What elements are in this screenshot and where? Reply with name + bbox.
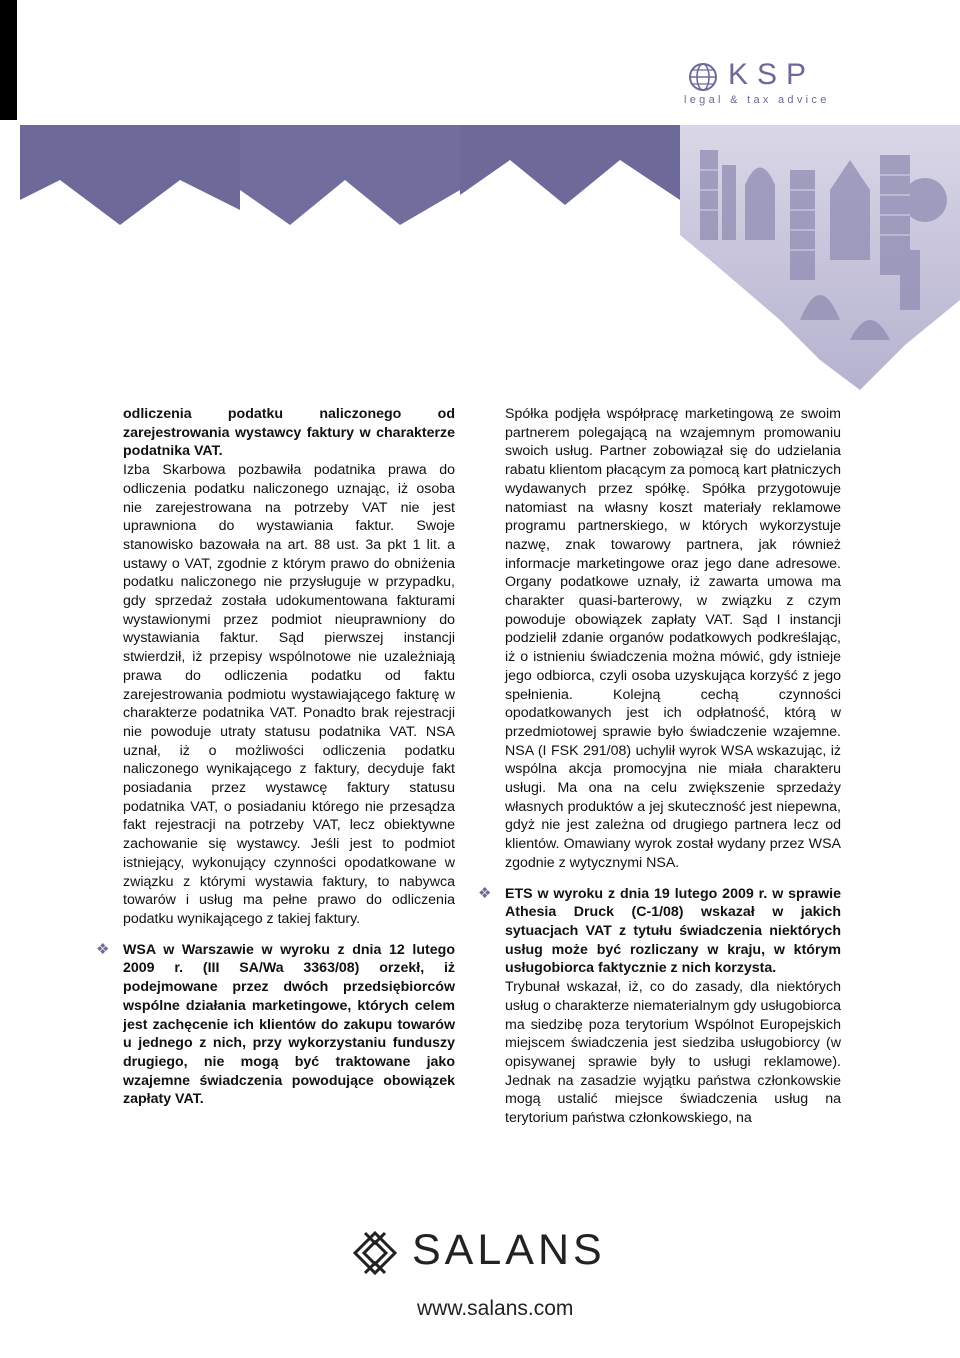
- right-ruling: [478, 884, 841, 1128]
- banner-band-mid: [460, 125, 680, 205]
- left-column: [96, 405, 455, 1109]
- left-ruling-text: WSA w Warszawie w wyroku z dnia 12 lutego 2009 r. (III SA/Wa 3363/08) orzekł, iż podejmowane przez dwóch przedsiębiorców wspólne działania marketingowe, których celem jest zachęcenie ich klientów do zakupu towarów u jednego z nich, przy wykorzystaniu funduszy drugiego, nie mogą być traktowane jako wzajemne świadczenia powodujące obowiązek zapłaty VAT.: [123, 941, 455, 1108]
- right-ruling-heading: ETS w wyroku z dnia 19 lutego 2009 r. w sprawie Athesia Druck (C-1/08) wskazał w jakich sytuacjach VAT z tytułu świadczenia niektórych usług może być rozliczany w kraju, w którym usługobiorca faktycznie z nich korzysta.: [505, 885, 841, 977]
- left-intro-heading: odliczenia podatku naliczonego od zarejestrowania wystawcy faktury w charakterze podatnika VAT.: [123, 406, 455, 460]
- right-ruling-text: Trybunał wskazał, iż, co do zasady, dla niektórych usług o charakterze niematerialnym gdy usługobiorca ma siedzibę poza terytorium Wspólnot Europejskich miejscem świadczenia jest siedziba usługobiorcy (w opisywanej sprawie były to usługi reklamowe). Jednak na zasadzie wyjątku państwa członkowskie mogą ustalić miejsce świadczenia usług na terytorium państwa członkowskiego, na: [505, 979, 841, 1127]
- right-paragraph: Spółka podjęła współpracę marketingową ze swoim partnerem polegającą na wzajemnym promowaniu swoich usług. Partner zobowiązał się do udzielania rabatu klientom płacącym za pomocą kart płatniczych wydawanych przez spółkę. Spółka przygotowuje natomiast na własny koszt materiały reklamowe programu partnerskiego, w których wykorzystuje nazwę, znak towarowy partnera, jak również informacje marketingowe oraz jego dane adresowe. Organy podatkowe uznały, iż zawarta umowa ma charakter quasi-barterowy, w związku z czym powoduje obowiązek zapłaty VAT. Sąd I instancji podzielił zdanie organów podatkowych podkreślając, iż o istnieniu świadczenia można mówić, gdy istnieje jego odbiorca, czyli osoba uzyskująca korzyść z jego spełnienia. Kolejną cechą czynności opodatkowanych jest ich odpłatność, którą w przedmiotowej sprawie było świadczenie wzajemne. NSA (I FSK 291/08) uchylił wyrok WSA wskazując, iż wspólna akcja promocyjna nie miała charakteru usługi. Ma ona na celu zwiększenie sprzedaży własnych produktów a jej skuteczność jest niepewna, gdyż nie jest zależna od drugiego partnera lecz od klientów. Omawiany wyrok został wydany przez WSA zgodnie z wytycznymi NSA.: [505, 406, 841, 871]
- ksp-tagline: legal & tax advice: [684, 94, 830, 106]
- salans-lattice-icon: [352, 1230, 398, 1276]
- ksp-logo: [684, 58, 830, 112]
- banner-band-left-2: [240, 125, 460, 225]
- header-banner: [0, 0, 960, 400]
- salans-brand-name: SALANS: [412, 1226, 606, 1274]
- ksp-globe-icon: [688, 62, 718, 92]
- left-ruling: [96, 940, 455, 1109]
- right-column: [478, 405, 841, 1128]
- diamond-bullet-icon: ❖: [478, 884, 492, 902]
- banner-band-left: [20, 125, 240, 225]
- salans-logo: [352, 1228, 612, 1278]
- diamond-bullet-icon: ❖: [96, 940, 110, 958]
- salans-url: www.salans.com: [417, 1297, 574, 1320]
- ksp-brand-name: KSP: [728, 58, 816, 91]
- left-paragraph: Izba Skarbowa pozbawiła podatnika prawa do odliczenia podatku naliczonego uznając, iż osoba nie zarejestrowana na potrzeby VAT nie jest uprawniona do wystawiania faktur. Swoje stanowisko bazowała na art. 88 ust. 3a pkt 1 lit. a ustawy o VAT, zgodnie z którym prawo do obniżenia podatku naliczonego nie przysługuje w przypadku, gdy sprzedaż została udokumentowana fakturami wystawionymi przez podmiot nieuprawniony do wystawiania faktur. Sąd pierwszej instancji stwierdził, iż przepisy wspólnotowe nie uzależniają prawa do odliczenia podatku od faktu zarejestrowania podmiotu wystawiającego fakturę w charakterze podatnika VAT. Ponadto brak rejestracji nie powoduje utraty statusu podatnika VAT. NSA uznał, iż o możliwości odliczenia podatku naliczonego wynikającego z faktury, decyduje fakt posiadania przez wystawcę faktury statusu podatnika VAT, o posiadaniu którego nie przesądza fakt rejestracji na potrzeby VAT, lecz obiektywne zachowanie się wystawcy. Jeśli jest to podmiot istniejący, wykonujący czynności opodatkowane w związku z którymi wystawia faktury, to nabywca towarów i usług ma pełne prawo do odliczenia podatku wynikającego z takiej faktury.: [123, 462, 455, 927]
